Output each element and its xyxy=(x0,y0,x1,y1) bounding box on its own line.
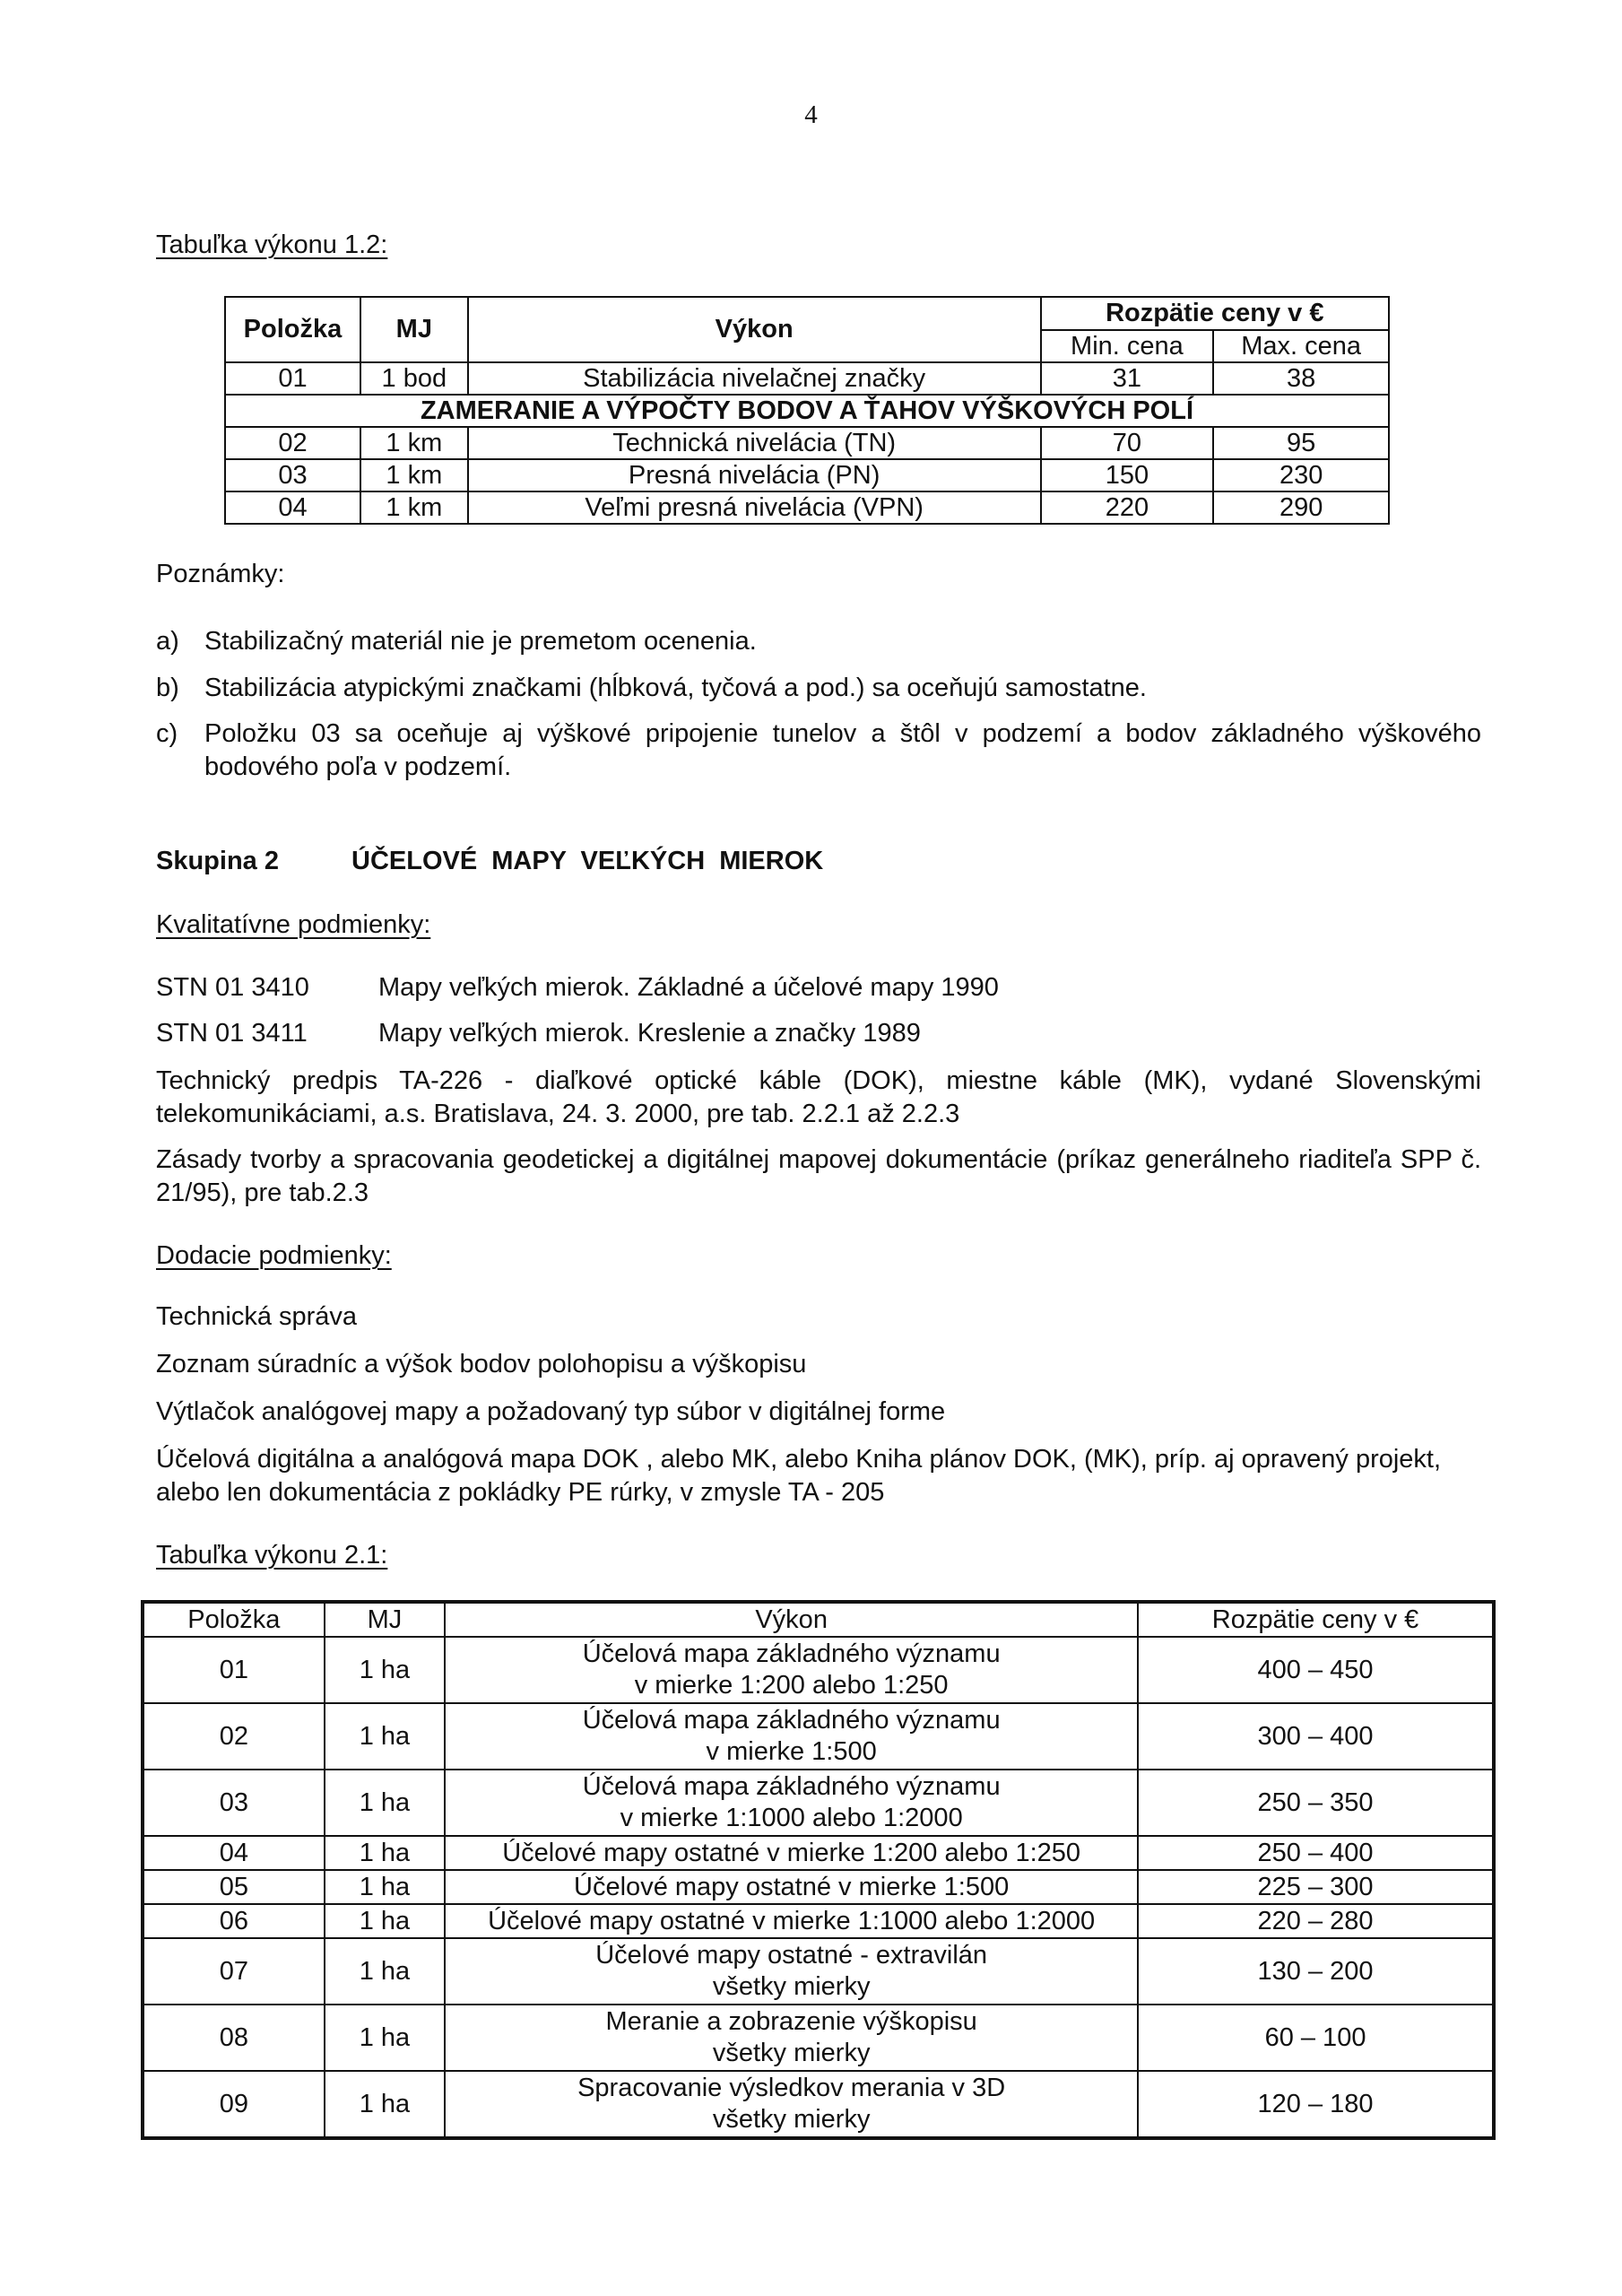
note-text: Stabilizácia atypickými značkami (hĺbková, tyčová a pod.) sa oceňujú samostatne. xyxy=(204,674,1147,702)
note-label: c) xyxy=(156,719,178,748)
quality-title: Kvalitatívne podmienky: xyxy=(156,910,431,939)
group-label: Skupina 2 xyxy=(156,847,279,875)
t21-cell-output xyxy=(445,2005,1138,2071)
t12-cell-unit: 1 bod xyxy=(360,362,468,395)
note-text: Položku 03 sa oceňuje aj výškové pripojenie tunelov a štôl v podzemí a bodov základného výškového bodového poľa v podzemí. xyxy=(204,719,1481,781)
t21-cell-price: 120 – 180 xyxy=(1138,2071,1494,2138)
note-label: a) xyxy=(156,627,179,656)
t12-cell-min: 70 xyxy=(1041,427,1214,459)
t21-header-output: Výkon xyxy=(445,1602,1138,1637)
t12-header-output: Výkon xyxy=(468,297,1041,362)
t12-cell-unit: 1 km xyxy=(360,459,468,491)
delivery-item: Účelová digitálna a analógová mapa DOK , alebo MK, alebo Kniha plánov DOK, (MK), príp. aj opravený projekt, alebo len dokumentácia z pokládky PE rúrky, v zmysle TA - 205 xyxy=(156,1445,1442,1507)
t21-output-line: Meranie a zobrazenie výškopisu xyxy=(605,2007,977,2036)
t21-cell-unit: 1 ha xyxy=(325,1703,446,1770)
t21-cell-output xyxy=(445,1703,1138,1770)
t21-output-line: Účelové mapy ostatné v mierke 1:500 xyxy=(574,1872,1010,1901)
t12-cell-output: Presná nivelácia (PN) xyxy=(468,459,1041,491)
delivery-title: Dodacie podmienky: xyxy=(156,1241,392,1270)
t21-cell-item: 05 xyxy=(143,1870,325,1904)
t21-cell-unit: 1 ha xyxy=(325,1770,446,1836)
table-row xyxy=(143,1703,1494,1770)
t21-cell-price: 400 – 450 xyxy=(1138,1637,1494,1703)
t12-cell-item: 02 xyxy=(225,427,360,459)
t21-cell-unit: 1 ha xyxy=(325,1836,446,1870)
t21-output-line: v mierke 1:500 xyxy=(706,1737,877,1766)
note-text: Stabilizačný materiál nie je premetom ocenenia. xyxy=(204,627,757,656)
t12-cell-min: 220 xyxy=(1041,491,1214,524)
t21-cell-output xyxy=(445,1836,1138,1870)
standard-code: STN 01 3410 xyxy=(156,973,309,1002)
t12-cell-item: 03 xyxy=(225,459,360,491)
table-row xyxy=(143,1904,1494,1938)
quality-paragraph: Zásady tvorby a spracovania geodetickej a digitálnej mapovej dokumentácie (príkaz generálneho riaditeľa SPP č. 21/95), pre tab.2.3 xyxy=(156,1145,1481,1207)
t21-output-line: všetky mierky xyxy=(712,2105,871,2134)
t21-cell-unit: 1 ha xyxy=(325,1870,446,1904)
table-1-2-caption: Tabuľka výkonu 1.2: xyxy=(156,230,388,259)
table-2-1-caption: Tabuľka výkonu 2.1: xyxy=(156,1541,388,1570)
t12-cell-min: 150 xyxy=(1041,459,1214,491)
t12-header-min: Min. cena xyxy=(1041,330,1214,362)
t12-cell-max: 38 xyxy=(1213,362,1389,395)
t21-cell-price: 225 – 300 xyxy=(1138,1870,1494,1904)
t12-cell-max: 230 xyxy=(1213,459,1389,491)
t21-cell-price: 250 – 350 xyxy=(1138,1770,1494,1836)
t21-output-line: Účelové mapy ostatné - extravilán xyxy=(595,1941,988,1970)
notes-title: Poznámky: xyxy=(156,560,285,588)
table-row xyxy=(143,1637,1494,1703)
t12-cell-item: 04 xyxy=(225,491,360,524)
t21-output-line: Účelová mapa základného významu xyxy=(582,1639,1001,1668)
t21-output-line: Účelové mapy ostatné v mierke 1:200 alebo 1:250 xyxy=(502,1838,1081,1867)
t21-output-line: Účelová mapa základného významu xyxy=(582,1772,1001,1801)
table-row xyxy=(225,459,1389,491)
table-row xyxy=(143,1870,1494,1904)
table-2-1 xyxy=(141,1600,1496,2140)
table-row xyxy=(143,2005,1494,2071)
t21-cell-unit: 1 ha xyxy=(325,2005,446,2071)
group-title: ÚČELOVÉ MAPY VEĽKÝCH MIEROK xyxy=(351,847,824,875)
t21-cell-price: 60 – 100 xyxy=(1138,2005,1494,2071)
t12-header-item: Položka xyxy=(225,297,360,362)
t21-cell-output xyxy=(445,1637,1138,1703)
t21-cell-item: 07 xyxy=(143,1938,325,2005)
standard-text: Mapy veľkých mierok. Kreslenie a značky 1989 xyxy=(378,1019,921,1048)
t21-cell-price: 130 – 200 xyxy=(1138,1938,1494,2005)
t21-cell-output xyxy=(445,2071,1138,2138)
table-row xyxy=(143,1938,1494,2005)
t21-header-price: Rozpätie ceny v € xyxy=(1138,1602,1494,1637)
t21-cell-output xyxy=(445,1904,1138,1938)
table-row xyxy=(143,1836,1494,1870)
t21-output-line: všetky mierky xyxy=(712,1972,871,2001)
table-1-2 xyxy=(224,296,1390,525)
t21-cell-unit: 1 ha xyxy=(325,1938,446,2005)
table-row xyxy=(143,2071,1494,2138)
t21-header-item: Položka xyxy=(143,1602,325,1637)
t12-cell-output: Stabilizácia nivelačnej značky xyxy=(468,362,1041,395)
table-row xyxy=(225,427,1389,459)
t21-cell-item: 03 xyxy=(143,1770,325,1836)
page-number: 4 xyxy=(804,100,818,129)
t12-cell-max: 290 xyxy=(1213,491,1389,524)
t21-cell-item: 01 xyxy=(143,1637,325,1703)
quality-paragraph: Technický predpis TA-226 - diaľkové optické káble (DOK), miestne káble (MK), vydané Slovenskými telekomunikáciami, a.s. Bratislava, 24. 3. 2000, pre tab. 2.2.1 až 2.2.3 xyxy=(156,1066,1481,1128)
t12-cell-output: Technická nivelácia (TN) xyxy=(468,427,1041,459)
t12-cell-max: 95 xyxy=(1213,427,1389,459)
delivery-item: Technická správa xyxy=(156,1302,358,1331)
t12-header-price-range: Rozpätie ceny v € xyxy=(1041,297,1389,330)
standard-text: Mapy veľkých mierok. Základné a účelové mapy 1990 xyxy=(378,973,999,1002)
t21-output-line: v mierke 1:200 alebo 1:250 xyxy=(634,1671,949,1700)
t21-cell-unit: 1 ha xyxy=(325,2071,446,2138)
t21-cell-output xyxy=(445,1870,1138,1904)
t21-cell-unit: 1 ha xyxy=(325,1904,446,1938)
t21-header-unit: MJ xyxy=(325,1602,446,1637)
t21-output-line: Účelová mapa základného významu xyxy=(582,1706,1001,1735)
t12-cell-unit: 1 km xyxy=(360,491,468,524)
t21-cell-item: 09 xyxy=(143,2071,325,2138)
t12-cell-unit: 1 km xyxy=(360,427,468,459)
t21-output-line: v mierke 1:1000 alebo 1:2000 xyxy=(620,1804,963,1832)
t21-cell-unit: 1 ha xyxy=(325,1637,446,1703)
delivery-item: Výtlačok analógovej mapy a požadovaný typ súbor v digitálnej forme xyxy=(156,1397,946,1426)
t21-cell-item: 08 xyxy=(143,2005,325,2071)
table-row xyxy=(225,362,1389,395)
t21-output-line: Účelové mapy ostatné v mierke 1:1000 alebo 1:2000 xyxy=(488,1906,1096,1935)
t21-cell-item: 02 xyxy=(143,1703,325,1770)
t21-cell-price: 250 – 400 xyxy=(1138,1836,1494,1870)
t21-cell-item: 06 xyxy=(143,1904,325,1938)
t12-cell-output: Veľmi presná nivelácia (VPN) xyxy=(468,491,1041,524)
t21-cell-output xyxy=(445,1770,1138,1836)
standard-code: STN 01 3411 xyxy=(156,1019,308,1048)
t21-cell-output xyxy=(445,1938,1138,2005)
table-row xyxy=(225,491,1389,524)
t12-section-title: ZAMERANIE A VÝPOČTY BODOV A ŤAHOV VÝŠKOVÝCH POLÍ xyxy=(225,395,1389,427)
note-label: b) xyxy=(156,674,179,702)
t12-header-max: Max. cena xyxy=(1213,330,1389,362)
t21-output-line: Spracovanie výsledkov merania v 3D xyxy=(577,2074,1006,2102)
t12-cell-min: 31 xyxy=(1041,362,1214,395)
table-row xyxy=(143,1770,1494,1836)
t21-output-line: všetky mierky xyxy=(712,2039,871,2067)
t12-header-unit: MJ xyxy=(360,297,468,362)
delivery-item: Zoznam súradníc a výšok bodov polohopisu a výškopisu xyxy=(156,1350,807,1378)
t21-cell-item: 04 xyxy=(143,1836,325,1870)
t12-cell-item: 01 xyxy=(225,362,360,395)
t21-cell-price: 220 – 280 xyxy=(1138,1904,1494,1938)
t21-cell-price: 300 – 400 xyxy=(1138,1703,1494,1770)
